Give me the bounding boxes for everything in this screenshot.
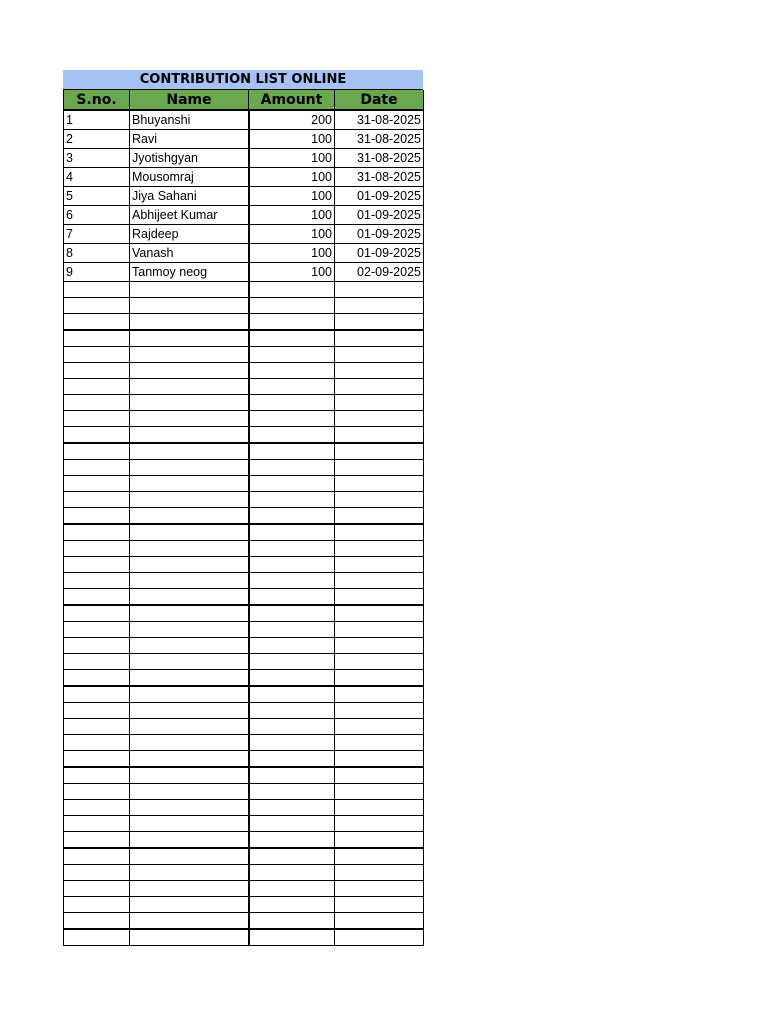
empty-cell[interactable] — [130, 298, 249, 314]
empty-cell[interactable] — [64, 816, 130, 832]
empty-cell[interactable] — [249, 800, 335, 816]
empty-cell[interactable] — [130, 492, 249, 508]
sheet-title: CONTRIBUTION LIST ONLINE — [63, 70, 423, 90]
table-row — [64, 130, 424, 149]
empty-cell[interactable] — [335, 524, 424, 541]
empty-cell[interactable] — [130, 508, 249, 525]
empty-cell[interactable] — [335, 897, 424, 913]
empty-cell[interactable] — [249, 314, 335, 331]
empty-cell[interactable] — [249, 557, 335, 573]
empty-row — [64, 654, 424, 670]
empty-row — [64, 363, 424, 379]
sno-cell[interactable]: 3 — [64, 149, 130, 168]
empty-cell[interactable] — [249, 605, 335, 622]
empty-cell[interactable] — [64, 573, 130, 589]
empty-cell[interactable] — [249, 622, 335, 638]
empty-row — [64, 800, 424, 816]
empty-row — [64, 330, 424, 347]
empty-cell[interactable] — [335, 670, 424, 687]
name-cell[interactable]: Bhuyanshi — [130, 110, 249, 130]
empty-cell[interactable] — [64, 379, 130, 395]
empty-cell[interactable] — [249, 929, 335, 946]
empty-cell[interactable] — [249, 330, 335, 347]
empty-cell[interactable] — [335, 654, 424, 670]
empty-cell[interactable] — [335, 703, 424, 719]
empty-cell[interactable] — [335, 800, 424, 816]
empty-cell[interactable] — [335, 913, 424, 930]
header-date: Date — [335, 90, 424, 110]
empty-row — [64, 314, 424, 331]
empty-cell[interactable] — [249, 492, 335, 508]
empty-row — [64, 573, 424, 589]
empty-cell[interactable] — [335, 508, 424, 525]
empty-cell[interactable] — [64, 913, 130, 930]
date-cell[interactable]: 01-09-2025 — [335, 244, 424, 263]
empty-cell[interactable] — [335, 929, 424, 946]
empty-cell[interactable] — [335, 411, 424, 427]
empty-cell[interactable] — [249, 670, 335, 687]
empty-cell[interactable] — [130, 395, 249, 411]
empty-cell[interactable] — [64, 492, 130, 508]
empty-cell[interactable] — [130, 411, 249, 427]
empty-cell[interactable] — [130, 832, 249, 849]
sno-cell[interactable]: 7 — [64, 225, 130, 244]
empty-cell[interactable] — [249, 524, 335, 541]
name-cell[interactable]: Tanmoy neog — [130, 263, 249, 282]
empty-cell[interactable] — [249, 735, 335, 751]
empty-cell[interactable] — [64, 848, 130, 865]
sno-cell[interactable]: 1 — [64, 110, 130, 130]
empty-cell[interactable] — [64, 427, 130, 444]
empty-cell[interactable] — [130, 719, 249, 735]
sno-cell[interactable]: 4 — [64, 168, 130, 187]
empty-row — [64, 524, 424, 541]
empty-cell[interactable] — [130, 589, 249, 606]
date-cell[interactable]: 31-08-2025 — [335, 168, 424, 187]
empty-cell[interactable] — [64, 347, 130, 363]
empty-row — [64, 427, 424, 444]
empty-cell[interactable] — [335, 589, 424, 606]
empty-cell[interactable] — [64, 411, 130, 427]
empty-cell[interactable] — [335, 541, 424, 557]
empty-cell[interactable] — [130, 460, 249, 476]
empty-cell[interactable] — [64, 443, 130, 460]
empty-cell[interactable] — [64, 719, 130, 735]
empty-cell[interactable] — [64, 881, 130, 897]
empty-cell[interactable] — [64, 395, 130, 411]
empty-cell[interactable] — [130, 541, 249, 557]
sno-cell[interactable]: 9 — [64, 263, 130, 282]
empty-cell[interactable] — [249, 460, 335, 476]
table-row — [64, 168, 424, 187]
empty-row — [64, 881, 424, 897]
empty-row — [64, 492, 424, 508]
empty-cell[interactable] — [335, 330, 424, 347]
empty-row — [64, 298, 424, 314]
empty-cell[interactable] — [64, 703, 130, 719]
sno-cell[interactable]: 5 — [64, 187, 130, 206]
empty-cell[interactable] — [249, 573, 335, 589]
empty-row — [64, 913, 424, 930]
empty-cell[interactable] — [249, 508, 335, 525]
empty-cell[interactable] — [130, 881, 249, 897]
empty-cell[interactable] — [130, 282, 249, 298]
empty-cell[interactable] — [249, 751, 335, 768]
header-sno: S.no. — [64, 90, 130, 110]
amount-cell[interactable]: 100 — [249, 168, 335, 187]
empty-cell[interactable] — [64, 654, 130, 670]
table-row — [64, 206, 424, 225]
amount-cell[interactable]: 100 — [249, 206, 335, 225]
empty-cell[interactable] — [335, 476, 424, 492]
empty-row — [64, 443, 424, 460]
date-cell[interactable]: 01-09-2025 — [335, 187, 424, 206]
empty-cell[interactable] — [335, 865, 424, 881]
empty-cell[interactable] — [249, 719, 335, 735]
empty-cell[interactable] — [64, 282, 130, 298]
empty-row — [64, 557, 424, 573]
empty-cell[interactable] — [249, 784, 335, 800]
header-row — [64, 90, 424, 110]
empty-cell[interactable] — [249, 865, 335, 881]
name-cell[interactable]: Vanash — [130, 244, 249, 263]
name-cell[interactable]: Jiya Sahani — [130, 187, 249, 206]
empty-cell[interactable] — [335, 622, 424, 638]
empty-cell[interactable] — [64, 298, 130, 314]
empty-row — [64, 897, 424, 913]
empty-cell[interactable] — [130, 751, 249, 768]
empty-cell[interactable] — [249, 832, 335, 849]
empty-cell[interactable] — [335, 298, 424, 314]
empty-cell[interactable] — [64, 784, 130, 800]
empty-row — [64, 670, 424, 687]
empty-row — [64, 751, 424, 768]
empty-cell[interactable] — [335, 347, 424, 363]
empty-cell[interactable] — [335, 363, 424, 379]
empty-cell[interactable] — [130, 735, 249, 751]
empty-cell[interactable] — [335, 832, 424, 849]
empty-cell[interactable] — [335, 719, 424, 735]
empty-cell[interactable] — [64, 524, 130, 541]
empty-cell[interactable] — [335, 784, 424, 800]
empty-cell[interactable] — [335, 638, 424, 654]
date-cell[interactable]: 31-08-2025 — [335, 130, 424, 149]
empty-cell[interactable] — [130, 913, 249, 930]
table-row — [64, 187, 424, 206]
empty-cell[interactable] — [335, 443, 424, 460]
empty-cell[interactable] — [249, 379, 335, 395]
amount-cell[interactable]: 100 — [249, 263, 335, 282]
empty-cell[interactable] — [249, 589, 335, 606]
empty-row — [64, 816, 424, 832]
empty-row — [64, 865, 424, 881]
empty-row — [64, 282, 424, 298]
table-row — [64, 149, 424, 168]
empty-cell[interactable] — [249, 913, 335, 930]
empty-cell[interactable] — [130, 347, 249, 363]
empty-cell[interactable] — [249, 395, 335, 411]
empty-cell[interactable] — [335, 460, 424, 476]
empty-cell[interactable] — [335, 735, 424, 751]
empty-cell[interactable] — [249, 347, 335, 363]
name-cell[interactable]: Jyotishgyan — [130, 149, 249, 168]
empty-cell[interactable] — [130, 897, 249, 913]
date-cell[interactable]: 01-09-2025 — [335, 225, 424, 244]
empty-cell[interactable] — [130, 816, 249, 832]
empty-cell[interactable] — [64, 735, 130, 751]
empty-cell[interactable] — [249, 443, 335, 460]
empty-cell[interactable] — [64, 605, 130, 622]
empty-cell[interactable] — [335, 427, 424, 444]
empty-cell[interactable] — [64, 508, 130, 525]
empty-cell[interactable] — [64, 476, 130, 492]
empty-row — [64, 638, 424, 654]
empty-row — [64, 379, 424, 395]
spreadsheet — [63, 70, 423, 946]
empty-cell[interactable] — [64, 638, 130, 654]
amount-cell[interactable]: 100 — [249, 149, 335, 168]
empty-cell[interactable] — [64, 314, 130, 331]
empty-cell[interactable] — [64, 670, 130, 687]
empty-cell[interactable] — [130, 638, 249, 654]
empty-cell[interactable] — [130, 363, 249, 379]
empty-row — [64, 784, 424, 800]
empty-cell[interactable] — [130, 557, 249, 573]
amount-cell[interactable]: 200 — [249, 110, 335, 130]
empty-cell[interactable] — [64, 589, 130, 606]
name-cell[interactable]: Mousomraj — [130, 168, 249, 187]
empty-row — [64, 605, 424, 622]
empty-cell[interactable] — [64, 832, 130, 849]
empty-cell[interactable] — [130, 443, 249, 460]
empty-row — [64, 347, 424, 363]
empty-cell[interactable] — [130, 427, 249, 444]
table-row — [64, 225, 424, 244]
empty-cell[interactable] — [130, 670, 249, 687]
empty-cell[interactable] — [64, 330, 130, 347]
date-cell[interactable]: 01-09-2025 — [335, 206, 424, 225]
empty-cell[interactable] — [64, 897, 130, 913]
empty-cell[interactable] — [335, 573, 424, 589]
empty-row — [64, 508, 424, 525]
empty-cell[interactable] — [335, 881, 424, 897]
empty-cell[interactable] — [64, 557, 130, 573]
empty-cell[interactable] — [130, 573, 249, 589]
empty-cell[interactable] — [335, 848, 424, 865]
empty-cell[interactable] — [335, 605, 424, 622]
empty-cell[interactable] — [335, 282, 424, 298]
empty-cell[interactable] — [130, 654, 249, 670]
name-cell[interactable]: Rajdeep — [130, 225, 249, 244]
name-cell[interactable]: Ravi — [130, 130, 249, 149]
empty-cell[interactable] — [335, 395, 424, 411]
empty-cell[interactable] — [130, 622, 249, 638]
empty-cell[interactable] — [335, 767, 424, 784]
empty-row — [64, 622, 424, 638]
empty-row — [64, 541, 424, 557]
empty-cell[interactable] — [249, 816, 335, 832]
empty-cell[interactable] — [249, 703, 335, 719]
empty-cell[interactable] — [130, 848, 249, 865]
empty-cell[interactable] — [130, 476, 249, 492]
empty-row — [64, 719, 424, 735]
empty-row — [64, 832, 424, 849]
empty-cell[interactable] — [130, 314, 249, 331]
empty-cell[interactable] — [130, 379, 249, 395]
sno-cell[interactable]: 8 — [64, 244, 130, 263]
empty-cell[interactable] — [64, 541, 130, 557]
empty-cell[interactable] — [130, 686, 249, 703]
empty-cell[interactable] — [249, 654, 335, 670]
date-cell[interactable]: 31-08-2025 — [335, 110, 424, 130]
empty-cell[interactable] — [249, 848, 335, 865]
empty-cell[interactable] — [64, 865, 130, 881]
empty-row — [64, 411, 424, 427]
date-cell[interactable]: 31-08-2025 — [335, 149, 424, 168]
empty-cell[interactable] — [130, 330, 249, 347]
empty-cell[interactable] — [249, 881, 335, 897]
empty-cell[interactable] — [335, 816, 424, 832]
empty-cell[interactable] — [249, 541, 335, 557]
amount-cell[interactable]: 100 — [249, 225, 335, 244]
empty-cell[interactable] — [64, 460, 130, 476]
empty-row — [64, 703, 424, 719]
empty-cell[interactable] — [335, 686, 424, 703]
empty-cell[interactable] — [335, 751, 424, 768]
table-row — [64, 110, 424, 130]
empty-cell[interactable] — [64, 622, 130, 638]
header-name: Name — [130, 90, 249, 110]
empty-cell[interactable] — [249, 427, 335, 444]
empty-cell[interactable] — [335, 492, 424, 508]
empty-row — [64, 929, 424, 946]
empty-cell[interactable] — [249, 363, 335, 379]
amount-cell[interactable]: 100 — [249, 130, 335, 149]
amount-cell[interactable]: 100 — [249, 244, 335, 263]
empty-cell[interactable] — [130, 605, 249, 622]
empty-cell[interactable] — [64, 686, 130, 703]
empty-cell[interactable] — [64, 363, 130, 379]
empty-row — [64, 476, 424, 492]
empty-cell[interactable] — [64, 800, 130, 816]
contribution-table — [63, 90, 424, 946]
empty-row — [64, 686, 424, 703]
table-row — [64, 263, 424, 282]
empty-row — [64, 735, 424, 751]
empty-cell[interactable] — [130, 865, 249, 881]
empty-cell[interactable] — [130, 784, 249, 800]
sno-cell[interactable]: 2 — [64, 130, 130, 149]
empty-cell[interactable] — [249, 476, 335, 492]
empty-cell[interactable] — [130, 929, 249, 946]
empty-row — [64, 395, 424, 411]
empty-cell[interactable] — [249, 282, 335, 298]
empty-cell[interactable] — [249, 411, 335, 427]
empty-cell[interactable] — [335, 314, 424, 331]
empty-cell[interactable] — [335, 379, 424, 395]
empty-row — [64, 848, 424, 865]
empty-cell[interactable] — [249, 638, 335, 654]
empty-cell[interactable] — [130, 524, 249, 541]
empty-cell[interactable] — [130, 703, 249, 719]
sno-cell[interactable]: 6 — [64, 206, 130, 225]
empty-cell[interactable] — [249, 298, 335, 314]
empty-row — [64, 589, 424, 606]
empty-cell[interactable] — [130, 767, 249, 784]
empty-cell[interactable] — [64, 751, 130, 768]
empty-row — [64, 460, 424, 476]
table-row — [64, 244, 424, 263]
empty-cell[interactable] — [64, 929, 130, 946]
header-amount: Amount — [249, 90, 335, 110]
empty-cell[interactable] — [335, 557, 424, 573]
name-cell[interactable]: Abhijeet Kumar — [130, 206, 249, 225]
date-cell[interactable]: 02-09-2025 — [335, 263, 424, 282]
empty-row — [64, 767, 424, 784]
empty-cell[interactable] — [64, 767, 130, 784]
empty-cell[interactable] — [249, 686, 335, 703]
empty-cell[interactable] — [249, 767, 335, 784]
empty-cell[interactable] — [130, 800, 249, 816]
amount-cell[interactable]: 100 — [249, 187, 335, 206]
empty-cell[interactable] — [249, 897, 335, 913]
